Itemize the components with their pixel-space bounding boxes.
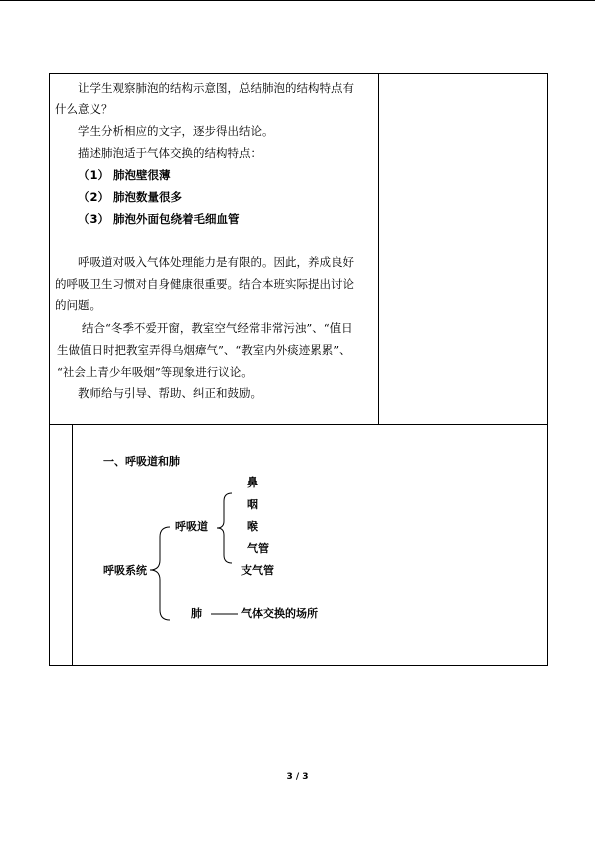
paragraph-5-line-2: 生做值日时把教室弄得乌烟瘴气”、“教室内外痰迹累累”、 bbox=[57, 343, 351, 357]
airway-part-5: 支气管 bbox=[241, 564, 274, 577]
point-1: （1） 肺泡壁很薄 bbox=[78, 168, 171, 182]
branch-airway: 呼吸道 bbox=[175, 520, 208, 533]
lower-column-divider bbox=[72, 424, 73, 666]
row-divider bbox=[49, 424, 548, 425]
top-rule bbox=[0, 0, 595, 1]
paragraph-3: 描述肺泡适于气体交换的结构特点： bbox=[78, 146, 262, 160]
airway-part-4: 气管 bbox=[247, 542, 269, 555]
root-label: 呼吸系统 bbox=[103, 564, 147, 577]
paragraph-5-line-1: 结合“冬季不爱开窗，教室空气经常非常污浊”、“值日 bbox=[82, 321, 353, 335]
page-number: 3 / 3 bbox=[286, 772, 309, 782]
point-3: （3） 肺泡外面包绕着毛细血管 bbox=[78, 212, 240, 226]
airway-part-2: 咽 bbox=[247, 498, 258, 511]
airway-part-1: 鼻 bbox=[247, 476, 258, 489]
upper-column-divider bbox=[378, 73, 379, 425]
paragraph-4-line-3: 的问题。 bbox=[55, 298, 101, 312]
paragraph-1-line-1: 让学生观察肺泡的结构示意图，总结肺泡的结构特点有 bbox=[78, 81, 354, 95]
paragraph-4-line-1: 呼吸道对吸入气体处理能力是有限的。因此，养成良好 bbox=[78, 255, 354, 269]
paragraph-6: 教师给与引导、帮助、纠正和鼓励。 bbox=[78, 386, 262, 400]
diagram-heading: 一、呼吸道和肺 bbox=[103, 455, 180, 468]
branch-lung: 肺 bbox=[191, 607, 202, 620]
paragraph-4-line-2: 的呼吸卫生习惯对自身健康很重要。结合本班实际提出讨论 bbox=[55, 277, 354, 291]
lung-description: 气体交换的场所 bbox=[241, 607, 318, 620]
paragraph-1-line-2: 什么意义？ bbox=[55, 102, 113, 116]
paragraph-5-line-3: “社会上青少年吸烟”等现象进行议论。 bbox=[57, 365, 253, 379]
airway-part-3: 喉 bbox=[247, 520, 258, 533]
point-2: （2） 肺泡数量很多 bbox=[78, 190, 183, 204]
paragraph-2: 学生分析相应的文字，逐步得出结论。 bbox=[78, 124, 274, 138]
